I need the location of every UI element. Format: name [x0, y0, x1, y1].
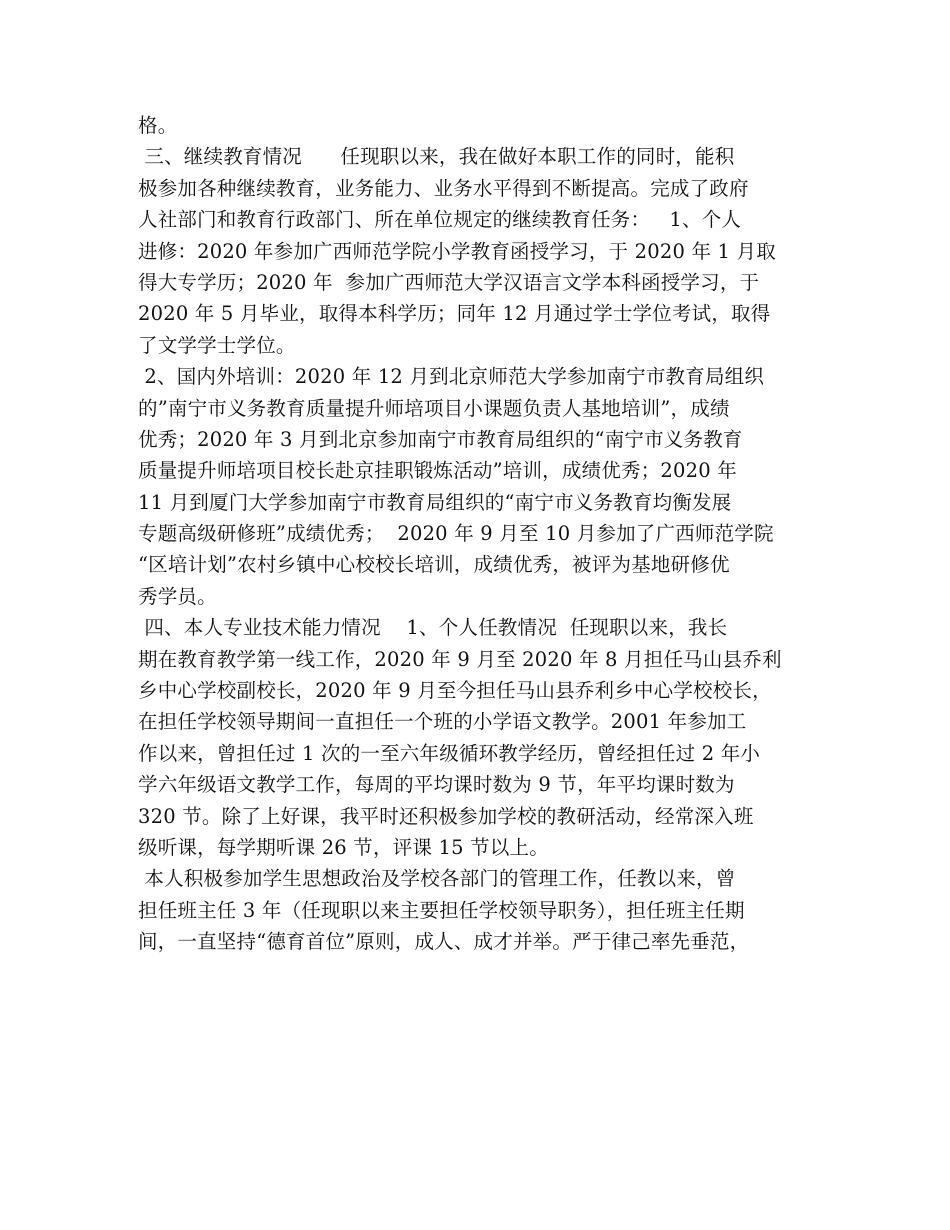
text-line: 间，一直坚持“德育首位”原则，成人、成才并举。严于律己率先垂范，: [138, 930, 750, 954]
text-line: 乡中心学校副校长，2020 年 9 月至今担任马山县乔利乡中心学校校长，: [138, 679, 772, 703]
text-line: 期在教育教学第一线工作，2020 年 9 月至 2020 年 8 月担任马山县乔利: [138, 647, 782, 671]
text-line: 担任班主任 3 年（任现职以来主要担任学校领导职务），担任班主任期: [138, 898, 745, 922]
text-line: 11 月到厦门大学参加南宁市教育局组织的“南宁市义务教育均衡发展: [138, 490, 732, 514]
text-line: 级听课，每学期听课 26 节，评课 15 节以上。: [138, 835, 549, 859]
text-line: 320 节。除了上好课，我平时还积极参加学校的教研活动，经常深入班: [138, 804, 754, 828]
text-line: 三、继续教育情况 任现职以来，我在做好本职工作的同时，能积: [138, 145, 735, 169]
text-line: 作以来，曾担任过 1 次的一至六年级循环教学经历，曾经担任过 2 年小: [138, 741, 761, 765]
text-line: 在担任学校领导期间一直担任一个班的小学语文教学。2001 年参加工: [138, 710, 747, 734]
text-line: 得大专学历；2020 年 参加广西师范大学汉语言文学本科函授学习，于: [138, 270, 760, 294]
text-line: 了文学学士学位。: [138, 333, 296, 357]
text-line: 极参加各种继续教育，业务能力、业务水平得到不断提高。完成了政府: [138, 176, 749, 200]
text-line: 四、本人专业技术能力情况 1、个人任教情况 任现职以来，我长: [138, 616, 728, 640]
document-body: [138, 110, 838, 958]
text-line: 格。: [138, 114, 178, 137]
text-line: 2020 年 5 月毕业，取得本科学历；同年 12 月通过学士学位考试，取得: [138, 302, 771, 326]
text-line: 优秀；2020 年 3 月到北京参加南宁市教育局组织的“南宁市义务教育: [138, 427, 743, 451]
text-line: 进修：2020 年参加广西师范学院小学教育函授学习，于 2020 年 1 月取: [138, 239, 776, 263]
text-line: 的”南宁市义务教育质量提升师培项目小课题负责人基地培训”，成绩: [138, 396, 730, 420]
text-line: 秀学员。: [138, 584, 217, 608]
text-line: 学六年级语文教学工作，每周的平均课时数为 9 节，年平均课时数为: [138, 773, 735, 797]
text-line: 质量提升师培项目校长赴京挂职锻炼活动”培训，成绩优秀；2020 年: [138, 459, 737, 483]
text-line: 人社部门和教育行政部门、所在单位规定的继续教育任务： 1、个人: [138, 208, 742, 232]
text-line: 本人积极参加学生思想政治及学校各部门的管理工作，任教以来，曾: [138, 867, 736, 891]
text-line: 2、国内外培训：2020 年 12 月到北京师范大学参加南宁市教育局组织: [138, 365, 765, 389]
text-line: “区培计划”农村乡镇中心校校长培训，成绩优秀，被评为基地研修优: [138, 553, 730, 577]
text-line: 专题高级研修班”成绩优秀； 2020 年 9 月至 10 月参加了广西师范学院: [138, 522, 774, 546]
